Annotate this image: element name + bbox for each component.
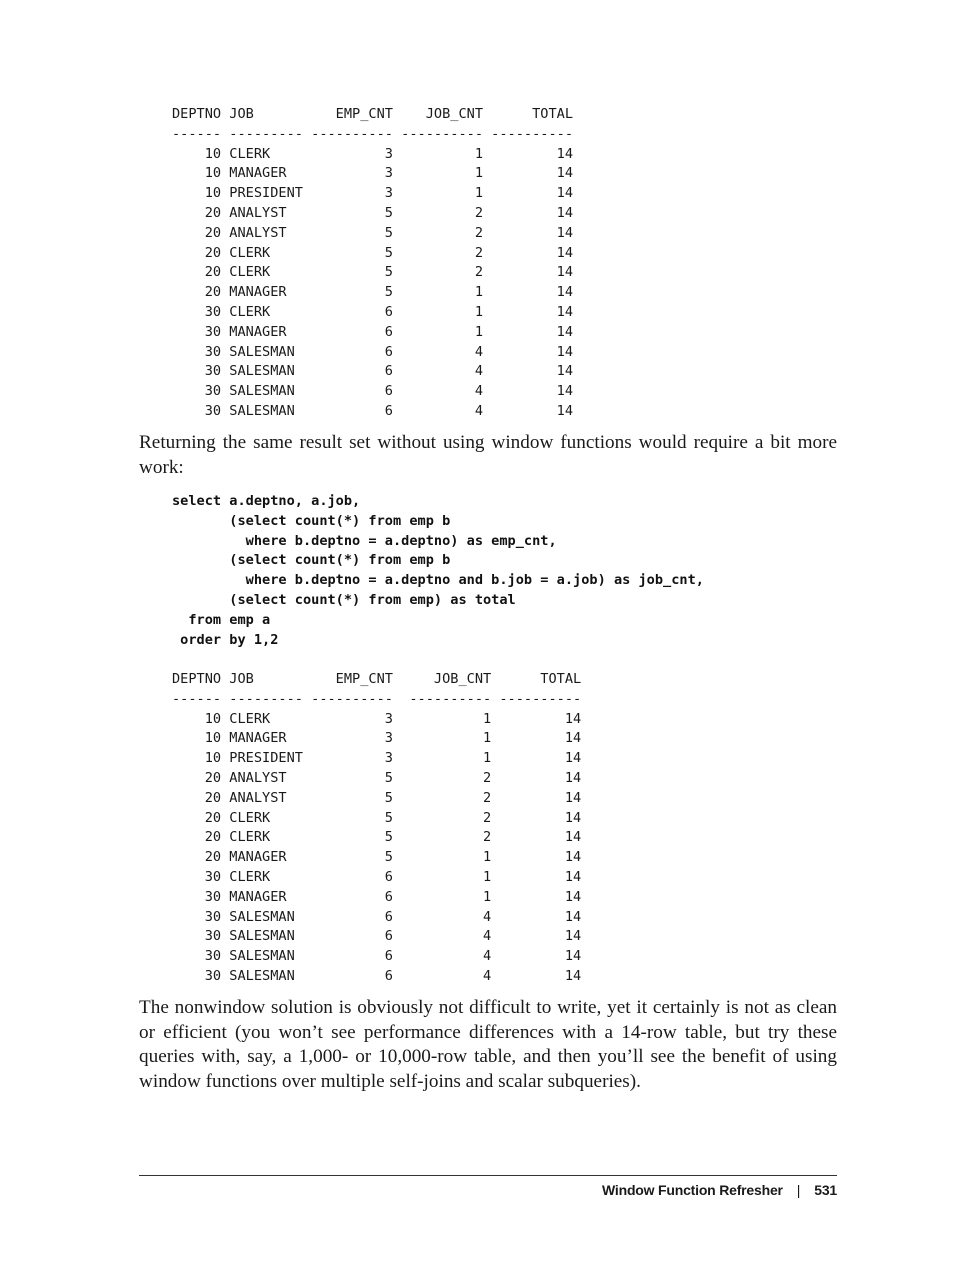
footer-section-title: Window Function Refresher — [602, 1182, 783, 1198]
page-footer — [602, 1182, 837, 1198]
paragraph-conclusion: The nonwindow solution is obviously not difficult to write, yet it certainly is not as clean or efficient (you won’t see performance differences with a 14-row table, but try these queries with, say, a 1,000- or 10,000-row table, and then you’ll see the benefit of using window functions over multiple self-joins and scalar subqueries). — [139, 997, 837, 1092]
footer-separator: | — [796, 1182, 801, 1198]
paragraph-intro-nonwindow: Returning the same result set without using window functions would require a bit more work: — [139, 432, 837, 478]
page-number: 531 — [814, 1182, 837, 1198]
footer-divider — [139, 1175, 837, 1176]
result-table-nonwindow: DEPTNO JOB EMP_CNT JOB_CNT TOTAL ------ --------- ---------- ---------- ---------- 10 CLERK 3 1 14 10 MANAGER 3 1 14 10 PRESIDENT 3 1 14 20 ANALYST 5 2 14 20 ANALYST 5 2 14 20 CLERK 5 2 14 20 CLERK 5 2 14 20 MANAGER 5 1 14 30 CLERK 6 1 14 30 MANAGER 6 1 14 30 SALESMAN 6 4 14 30 SALESMAN 6 4 14 30 SALESMAN 6 4 14 30 SALESMAN 6 4 14 — [172, 671, 582, 984]
result-table-window-functions: DEPTNO JOB EMP_CNT JOB_CNT TOTAL ------ --------- ---------- ---------- ---------- 10 CLERK 3 1 14 10 MANAGER 3 1 14 10 PRESIDENT 3 1 14 20 ANALYST 5 2 14 20 ANALYST 5 2 14 20 CLERK 5 2 14 20 CLERK 5 2 14 20 MANAGER 5 1 14 30 CLERK 6 1 14 30 MANAGER 6 1 14 30 SALESMAN 6 4 14 30 SALESMAN 6 4 14 30 SALESMAN 6 4 14 30 SALESMAN 6 4 14 — [172, 106, 574, 419]
sql-code-block: select a.deptno, a.job, (select count(*) from emp b where b.deptno = a.deptno) as emp_cnt, (select count(*) from emp b where b.deptno = a.deptno and b.job = a.job) as job_cnt, (select count(*) from emp) as total from emp a order by 1,2 — [172, 493, 704, 648]
